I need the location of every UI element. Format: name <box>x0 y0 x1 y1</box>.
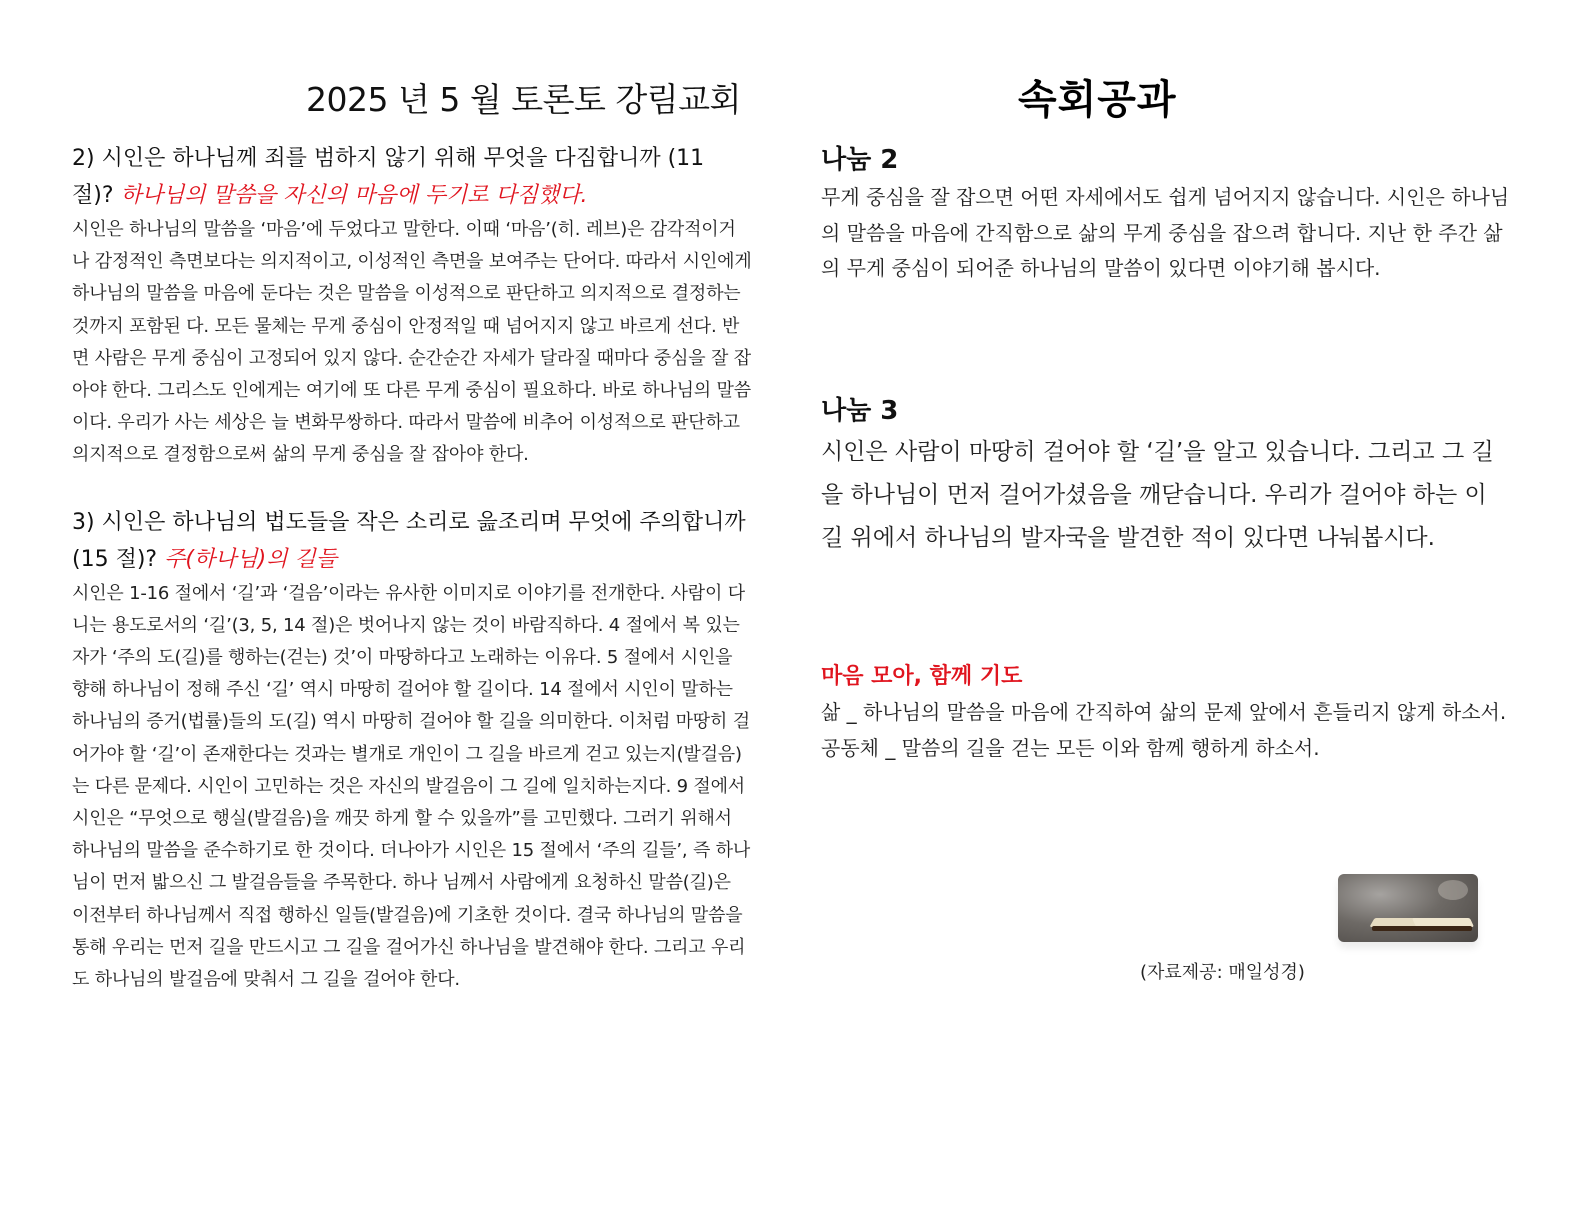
right-column <box>821 140 1511 766</box>
prayer-heading: 마음 모아, 함께 기도 <box>821 663 1023 689</box>
share-3-body: 시인은 사람이 마땅히 걸어야 할 ‘길’을 알고 있습니다. 그리고 그 길을 하나님이 먼저 걸어가셨음을 깨닫습니다. 우리가 걸어야 하는 이 길 위에서 하나님의 발자국을 발견한 적이 있다면 나눠봅시다. <box>821 438 1494 551</box>
question-3-body: 시인은 1-16 절에서 ‘길’과 ‘걸음’이라는 유사한 이미지로 이야기를 전개한다. 사람이 다니는 용도로서의 ‘길’(3, 5, 14 절)은 벗어나지 않는 것이 바람직하다. 4 절에서 복 있는 자가 ‘주의 도(길)를 행하는(걷는) 것’이 마땅하다고 노래하는 이유다. 5 절에서 시인을 향해 하나님이 정해 주신 ‘길’ 역시 마땅히 걸어야 할 길이다. 14 절에서 시인이 말하는 하나님의 증거(법률)들의 도(길) 역시 마땅히 걸어야 할 길을 의미한다. 이처럼 마땅히 걸어가야 할 ‘길’이 존재한다는 것과는 별개로 개인이 그 길을 바르게 걷고 있는지(발걸음)는 다른 문제다. 시인이 고민하는 것은 자신의 발걸음이 그 길에 일치하는지다. 9 절에서 시인은 “무엇으로 행실(발걸음)을 깨끗 하게 할 수 있을까”를 고민했다. 그러기 위해서 하나님의 말씀을 준수하기로 한 것이다. 더나아가 시인은 15 절에서 ‘주의 길들’, 즉 하나님이 먼저 밟으신 그 발걸음들을 주목한다. 하나 님께서 사람에게 요청하신 말씀(길)은 이전부터 하나님께서 직접 행하신 일들(발걸음)에 기초한 것이다. 결국 하나님의 말씀을 통해 우리는 먼저 길을 만드시고 그 길을 걸어가신 하나님을 발견해야 한다. 그리고 우리도 하나님의 발걸음에 맞춰서 그 길을 걸어야 한다. <box>72 582 751 991</box>
question-2-text: 2) 시인은 하나님께 죄를 범하지 않기 위해 무엇을 다짐합니까 (11 절)? <box>72 146 705 208</box>
open-bible-image <box>1338 874 1478 942</box>
question-3-section <box>72 504 752 997</box>
bible-cover <box>1372 926 1472 931</box>
banner-title: 속회공과 <box>1018 76 1177 123</box>
question-2-answer: 하나님의 말씀을 자신의 마음에 두기로 다짐했다. <box>120 183 588 208</box>
share-3-heading: 나눔 3 <box>821 395 899 426</box>
share-2-heading: 나눔 2 <box>821 145 899 175</box>
document-title: 2025 년 5 월 토론토 강림교회 <box>306 80 741 119</box>
share-2-section <box>821 140 1511 287</box>
question-3-heading <box>72 504 752 578</box>
light-glare <box>1438 880 1468 900</box>
question-3-text: 3) 시인은 하나님의 법도들을 작은 소리로 읊조리며 무엇에 주의합니까(15 절)? <box>72 509 746 572</box>
question-2-body: 시인은 하나님의 말씀을 ‘마음’에 두었다고 말한다. 이때 ‘마음’(히. 레브)은 감각적이거나 감정적인 측면보다는 의지적이고, 이성적인 측면을 보여주는 단어다. 따라서 시인에게 하나님의 말씀을 마음에 둔다는 것은 말씀을 이성적으로 판단하고 의지적으로 결정하는 것까지 포함된 다. 모든 물체는 무게 중심이 안정적일 때 넘어지지 않고 바르게 선다. 반면 사람은 무게 중심이 고정되어 있지 않다. 순간순간 자세가 달라질 때마다 중심을 잘 잡아야 한다. 그리스도 인에게는 여기에 또 다른 무게 중심이 필요하다. 바로 하나님의 말씀이다. 우리가 사는 세상은 늘 변화무쌍하다. 따라서 말씀에 비추어 이성적으로 판단하고 의지적으로 결정함으로써 삶의 무게 중심을 잘 잡아야 한다. <box>72 219 752 466</box>
share-3-section <box>821 391 1511 560</box>
prayer-line-community: 공동체 _ 말씀의 길을 걷는 모든 이와 함께 행하게 하소서. <box>821 735 1320 760</box>
question-3-answer: 주(하나님)의 길들 <box>164 546 338 572</box>
question-2-section <box>72 140 752 472</box>
prayer-section <box>821 660 1511 766</box>
prayer-line-life: 삶 _ 하나님의 말씀을 마음에 간직하여 삶의 문제 앞에서 흔들리지 않게 하소서. <box>821 699 1507 724</box>
share-2-body: 무게 중심을 잘 잡으면 어떤 자세에서도 쉽게 넘어지지 않습니다. 시인은 하나님의 말씀을 마음에 간직함으로 삶의 무게 중심을 잡으려 합니다. 지난 한 주간 삶의 무게 중심이 되어준 하나님의 말씀이 있다면 이야기해 봅시다. <box>821 185 1510 280</box>
section-spacer <box>821 560 1511 660</box>
left-column <box>72 140 752 996</box>
question-2-heading <box>72 140 752 214</box>
section-spacer <box>72 472 752 504</box>
section-spacer <box>821 287 1511 391</box>
source-credit: (자료제공: 매일성경) <box>1140 962 1305 983</box>
